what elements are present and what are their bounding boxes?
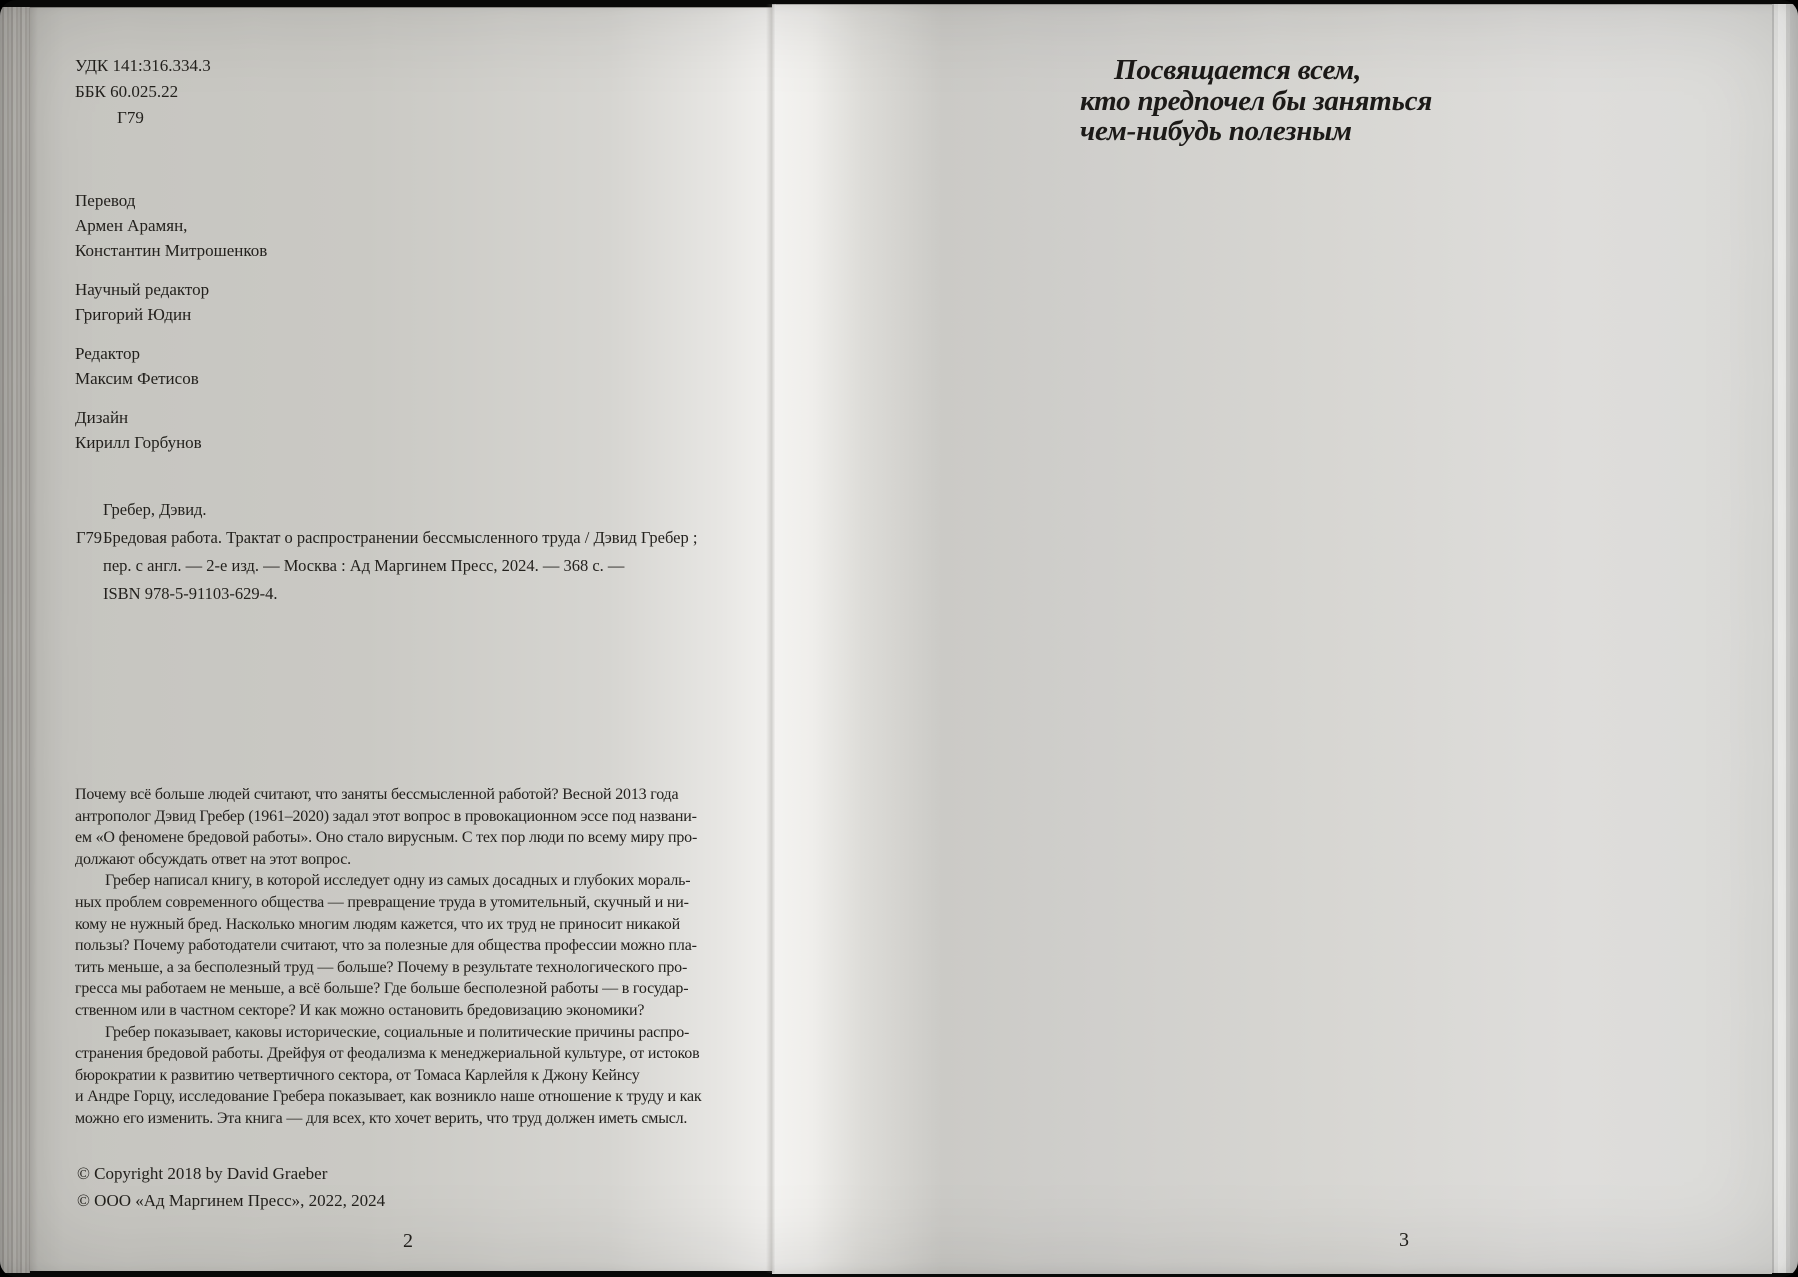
annotation-line: Гребер показывает, каковы исторические, социальные и политические причины распро- bbox=[105, 1023, 690, 1041]
gutter-fold-highlight bbox=[766, 4, 776, 1273]
credit-group-science-editor bbox=[75, 277, 267, 327]
annotation-line: странения бредовой работы. Дрейфуя от феодализма к менеджериальной культуре, от истоков bbox=[75, 1045, 700, 1063]
catalog-card bbox=[75, 496, 697, 608]
catalog-line: Бредовая работа. Трактат о распространении бессмысленного труда / Дэвид Гребер ; bbox=[103, 528, 698, 547]
annotation-line: можно его изменить. Эта книга — для всех, кто хочет верить, что труд должен иметь смысл. bbox=[75, 1109, 688, 1127]
dedication bbox=[1080, 55, 1432, 147]
annotation-line: Гребер написал книгу, в которой исследует одну из самых досадных и глубоких мораль- bbox=[105, 872, 691, 890]
catalog-line: ISBN 978-5-91103-629-4. bbox=[103, 584, 278, 603]
credit-group-design bbox=[75, 405, 267, 455]
page-number-right: 3 bbox=[1399, 1229, 1409, 1251]
copyright-line: © ООО «Ад Маргинем Пресс», 2022, 2024 bbox=[77, 1191, 386, 1210]
credit-name: Максим Фетисов bbox=[75, 369, 199, 388]
credit-name: Константин Митрошенков bbox=[75, 241, 268, 260]
copyright-line: © Copyright 2018 by David Graeber bbox=[77, 1164, 328, 1183]
annotation-line: кому не нужный бред. Насколько многим людям кажется, что их труд не приносит никакой bbox=[75, 915, 680, 933]
annotation-line: ем «О феномене бредовой работы». Оно стало вирусным. С тех пор люди по всему миру про- bbox=[75, 829, 698, 847]
annotation-line: пользы? Почему работодатели считают, что за полезные для общества профессии можно пла- bbox=[75, 937, 697, 955]
annotation-line: антрополог Дэвид Гребер (1961–2020) задал этот вопрос в провокационном эссе под названи- bbox=[75, 807, 697, 825]
annotation-line: должают обсуждать ответ на этот вопрос. bbox=[75, 850, 351, 868]
annotation-line: тить меньше, а за бесполезный труд — больше? Почему в результате технологического про- bbox=[75, 958, 688, 976]
credit-role: Перевод bbox=[75, 191, 136, 210]
left-page bbox=[30, 7, 772, 1271]
annotation-line: ственном или в частном секторе? И как можно остановить бредовизацию экономики? bbox=[75, 1001, 645, 1019]
credit-name: Григорий Юдин bbox=[75, 305, 192, 324]
dedication-line: Посвящается всем, bbox=[1114, 54, 1362, 86]
credit-role: Редактор bbox=[75, 344, 140, 363]
credit-name: Кирилл Горбунов bbox=[75, 433, 202, 452]
annotation-line: гресса мы работаем не меньше, а всё больше? Где больше бесполезной работы — в государ- bbox=[75, 980, 689, 998]
page-number-left: 2 bbox=[403, 1230, 413, 1252]
dedication-line: кто предпочел бы заняться bbox=[1080, 84, 1433, 117]
udk-line: УДК 141:316.334.3 bbox=[75, 56, 211, 75]
fore-edge-pages bbox=[1772, 4, 1798, 1273]
catalog-line: пер. с англ. — 2-е изд. — Москва : Ад Маргинем Пресс, 2024. — 368 с. — bbox=[103, 556, 625, 575]
annotation-line: бюрократии к развитию четвертичного сектора, от Томаса Карлейля к Джону Кейнсу bbox=[75, 1066, 640, 1084]
catalog-label: Г79 bbox=[76, 528, 103, 547]
right-page bbox=[772, 4, 1772, 1274]
author-sign: Г79 bbox=[117, 108, 144, 127]
catalog-author-line: Гребер, Дэвид. bbox=[103, 500, 207, 519]
credit-group-translation bbox=[75, 188, 267, 263]
annotation-block bbox=[75, 784, 765, 1130]
classification-block bbox=[75, 53, 211, 131]
credit-role: Дизайн bbox=[75, 408, 129, 427]
credit-name: Армен Арамян, bbox=[75, 216, 188, 235]
credit-role: Научный редактор bbox=[75, 280, 210, 299]
credits-block bbox=[75, 188, 267, 469]
page-stack-edge bbox=[0, 7, 30, 1273]
annotation-line: ных проблем современного общества — превращение труда в утомительный, скучный и ни- bbox=[75, 893, 689, 911]
annotation-line: Почему всё больше людей считают, что заняты бессмысленной работой? Весной 2013 года bbox=[75, 786, 679, 803]
dedication-line: чем-нибудь полезным bbox=[1080, 115, 1352, 147]
copyright-block bbox=[77, 1160, 385, 1214]
bbk-line: ББК 60.025.22 bbox=[75, 82, 179, 101]
credit-group-editor bbox=[75, 341, 267, 391]
annotation-line: и Андре Горцу, исследование Гребера показывает, как возникло наше отношение к труду и как bbox=[75, 1088, 702, 1106]
